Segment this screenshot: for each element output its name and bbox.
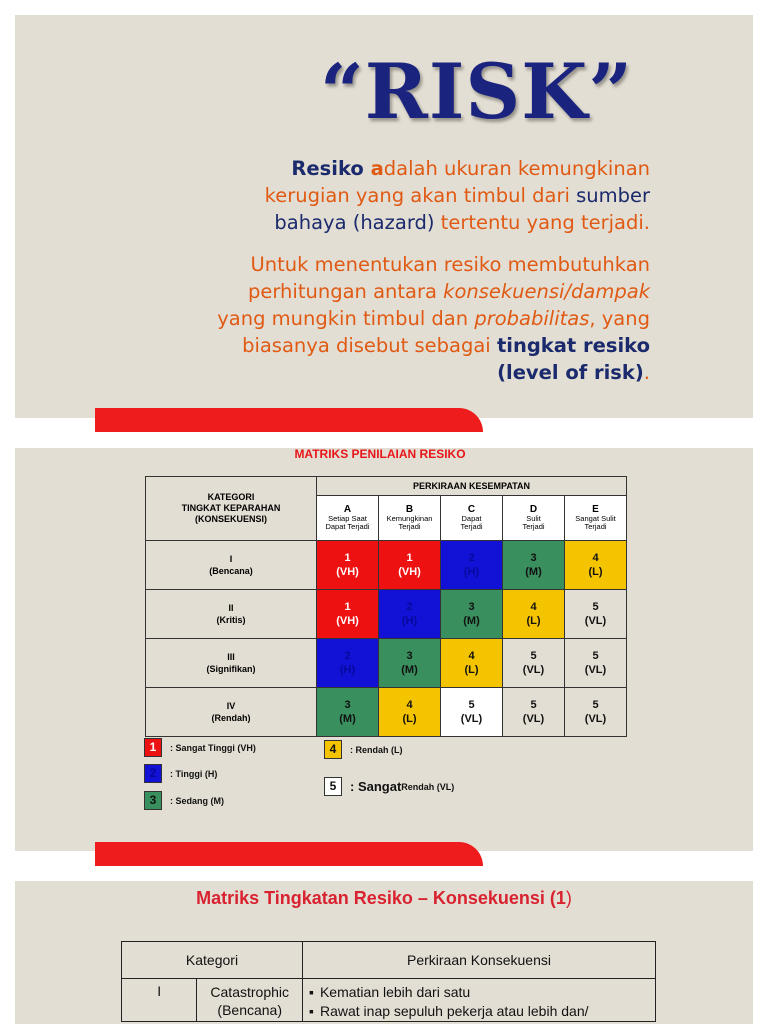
- severity-name: (Kritis): [216, 615, 246, 625]
- risk-level-code: (L): [526, 615, 541, 627]
- calc-text-1: Untuk menentukan resiko membutuhkan perhitungan antara: [248, 253, 650, 303]
- risk-level-code: (M): [463, 615, 480, 627]
- risk-cell: [565, 688, 627, 737]
- risk-level-code: (H): [401, 615, 418, 627]
- risk-level-code: (VH): [336, 615, 359, 627]
- column-letter: D: [529, 504, 538, 515]
- legend-label-h: : Tinggi (H): [170, 768, 218, 779]
- calc-text-3: , yang biasanya disebut sebagai: [242, 307, 650, 357]
- column-letter: E: [592, 504, 599, 515]
- header-perkiraan: Perkiraan Konsekuensi: [303, 942, 656, 979]
- legend-label-vl-small: Rendah (VL): [401, 781, 455, 792]
- definition-text-1: dalah ukuran kemungkinan kerugian yang akan timbul dari: [264, 157, 650, 207]
- risk-cell: [379, 688, 441, 737]
- legend-box-m: 3: [144, 791, 162, 810]
- column-label: Dapat Terjadi: [460, 514, 483, 531]
- column-label: Setiap Saat Dapat Terjadi: [325, 514, 370, 531]
- risk-level-code: (VL): [584, 713, 607, 725]
- risk-cell: [379, 541, 441, 590]
- legend-label-l: : Rendah (L): [350, 744, 403, 755]
- risk-cell: [503, 590, 565, 639]
- legend-low: [324, 740, 403, 759]
- risk-calculation-paragraph: [200, 251, 650, 386]
- red-divider-bar-2: [95, 842, 483, 866]
- risk-level-code: (M): [401, 664, 418, 676]
- category-number: I: [122, 979, 197, 1022]
- definition-text-hazard: sumber bahaya (hazard): [274, 184, 650, 234]
- risk-level-number: 3: [406, 650, 413, 662]
- risk-level-code: (VL): [522, 713, 545, 725]
- risk-cell: [317, 590, 379, 639]
- risk-level-number: 5: [468, 699, 475, 711]
- severity-name: (Bencana): [209, 566, 253, 576]
- calc-text-2: yang mungkin timbul dan: [217, 307, 475, 330]
- risk-cell: [441, 541, 503, 590]
- severity-name: (Rendah): [211, 713, 251, 723]
- definition-text-2: tertentu yang terjadi.: [434, 211, 650, 234]
- risk-level-number: 5: [592, 601, 599, 613]
- risk-level-number: 3: [468, 601, 475, 613]
- risk-level-number: 1: [344, 552, 351, 564]
- legend-medium: [144, 791, 224, 810]
- risk-level-code: (VL): [522, 664, 545, 676]
- perkiraan-header: PERKIRAAN KESEMPATAN: [317, 477, 627, 496]
- legend-box-h: 2: [144, 764, 162, 783]
- legend-very-low: [324, 777, 454, 796]
- term-a: a: [370, 157, 384, 180]
- risk-definition-paragraph: [220, 155, 650, 236]
- risk-cell: [379, 590, 441, 639]
- column-label: Kemungkinan Terjadi: [386, 514, 433, 531]
- risk-cell: [565, 541, 627, 590]
- risk-cell: [565, 590, 627, 639]
- severity-category: [146, 590, 317, 639]
- risk-level-code: (L): [588, 566, 603, 578]
- consequence-item: ▪ Rawat inap sepuluh pekerja atau lebih dan/: [309, 1002, 649, 1021]
- risk-level-code: (L): [464, 664, 479, 676]
- risk-cell: [441, 688, 503, 737]
- risk-level-number: 3: [344, 699, 351, 711]
- header-kategori: Kategori: [122, 942, 303, 979]
- severity-name: (Signifikan): [206, 664, 256, 674]
- risk-level-number: 1: [344, 601, 351, 613]
- consequence-title-main: Matriks Tingkatan Resiko – Konsekuensi (1: [196, 888, 566, 908]
- risk-level-number: 3: [530, 552, 537, 564]
- column-letter: C: [467, 504, 476, 515]
- column-header-b: [379, 496, 441, 541]
- risk-level-number: 4: [468, 650, 475, 662]
- consequence-title: [0, 888, 768, 909]
- risk-level-number: 5: [592, 650, 599, 662]
- risk-cell: [317, 688, 379, 737]
- risk-level-number: 5: [592, 699, 599, 711]
- risk-matrix-table: [145, 476, 627, 737]
- red-divider-bar: [95, 408, 483, 432]
- severity-category: [146, 639, 317, 688]
- risk-level-code: (H): [339, 664, 356, 676]
- risk-level-number: 1: [406, 552, 413, 564]
- column-header-d: [503, 496, 565, 541]
- risk-cell: [565, 639, 627, 688]
- legend-box-l: 4: [324, 740, 342, 759]
- risk-level-code: (VL): [460, 713, 483, 725]
- category-name: [197, 979, 303, 1022]
- risk-level-number: 5: [530, 699, 537, 711]
- legend-label-vl-big: : Sangat: [350, 779, 402, 794]
- risk-level-code: (H): [463, 566, 480, 578]
- calc-term-konsekuensi: konsekuensi/dampak: [443, 280, 650, 303]
- risk-cell: [317, 639, 379, 688]
- category-name-text: Catastrophic (Bencana): [210, 984, 289, 1018]
- severity-number: IV: [226, 701, 236, 711]
- legend-label-vh: : Sangat Tinggi (VH): [170, 742, 256, 753]
- legend-label-m: : Sedang (M): [170, 795, 224, 806]
- risk-cell: [503, 541, 565, 590]
- legend-very-high: [144, 738, 256, 757]
- column-letter: B: [405, 504, 414, 515]
- severity-category: [146, 541, 317, 590]
- column-letter: A: [343, 504, 352, 515]
- risk-level-number: 4: [406, 699, 413, 711]
- column-header-e: [565, 496, 627, 541]
- legend-high: [144, 764, 217, 783]
- term-resiko: Resiko: [291, 157, 371, 180]
- risk-cell: [503, 688, 565, 737]
- risk-level-number: 4: [592, 552, 599, 564]
- risk-level-number: 2: [344, 650, 351, 662]
- severity-number: III: [227, 652, 235, 662]
- matrix-row: [146, 541, 627, 590]
- kategori-header-text: KATEGORI TINGKAT KEPARAHAN (KONSEKUENSI): [181, 492, 281, 524]
- risk-level-number: 2: [406, 601, 413, 613]
- risk-level-code: (VL): [584, 615, 607, 627]
- column-header-a: [317, 496, 379, 541]
- kategori-header: [146, 477, 317, 541]
- calc-term-probabilitas: probabilitas: [474, 307, 590, 330]
- risk-level-code: (M): [339, 713, 356, 725]
- consequence-item: ▪ Kematian lebih dari satu: [309, 983, 649, 1002]
- column-label: Sangat Sulit Terjadi: [575, 514, 616, 531]
- calc-text-4: .: [643, 361, 650, 384]
- consequence-title-end: ): [565, 888, 572, 908]
- risk-level-code: (M): [525, 566, 542, 578]
- consequence-table: [121, 941, 656, 1022]
- column-header-c: [441, 496, 503, 541]
- matrix-row: [146, 590, 627, 639]
- risk-level-code: (VH): [336, 566, 359, 578]
- severity-number: II: [228, 603, 234, 613]
- consequence-list: [303, 979, 656, 1022]
- risk-level-number: 2: [468, 552, 475, 564]
- risk-title: “RISK”: [320, 47, 634, 136]
- risk-level-code: (L): [402, 713, 417, 725]
- risk-cell: [441, 590, 503, 639]
- risk-level-code: (VH): [398, 566, 421, 578]
- matrix-title: MATRIKS PENILAIAN RESIKO: [294, 447, 466, 461]
- risk-level-number: 4: [530, 601, 537, 613]
- severity-number: I: [229, 554, 233, 564]
- matrix-row: [146, 639, 627, 688]
- legend-box-vl: 5: [324, 777, 342, 796]
- calc-term-level-of-risk: tingkat resiko (level of risk): [496, 334, 650, 384]
- risk-cell: [441, 639, 503, 688]
- risk-level-code: (VL): [584, 664, 607, 676]
- risk-level-number: 5: [530, 650, 537, 662]
- risk-cell: [379, 639, 441, 688]
- risk-cell: [317, 541, 379, 590]
- column-label: Sulit Terjadi: [522, 514, 545, 531]
- risk-cell: [503, 639, 565, 688]
- severity-category: [146, 688, 317, 737]
- matrix-row: [146, 688, 627, 737]
- legend-box-vh: 1: [144, 738, 162, 757]
